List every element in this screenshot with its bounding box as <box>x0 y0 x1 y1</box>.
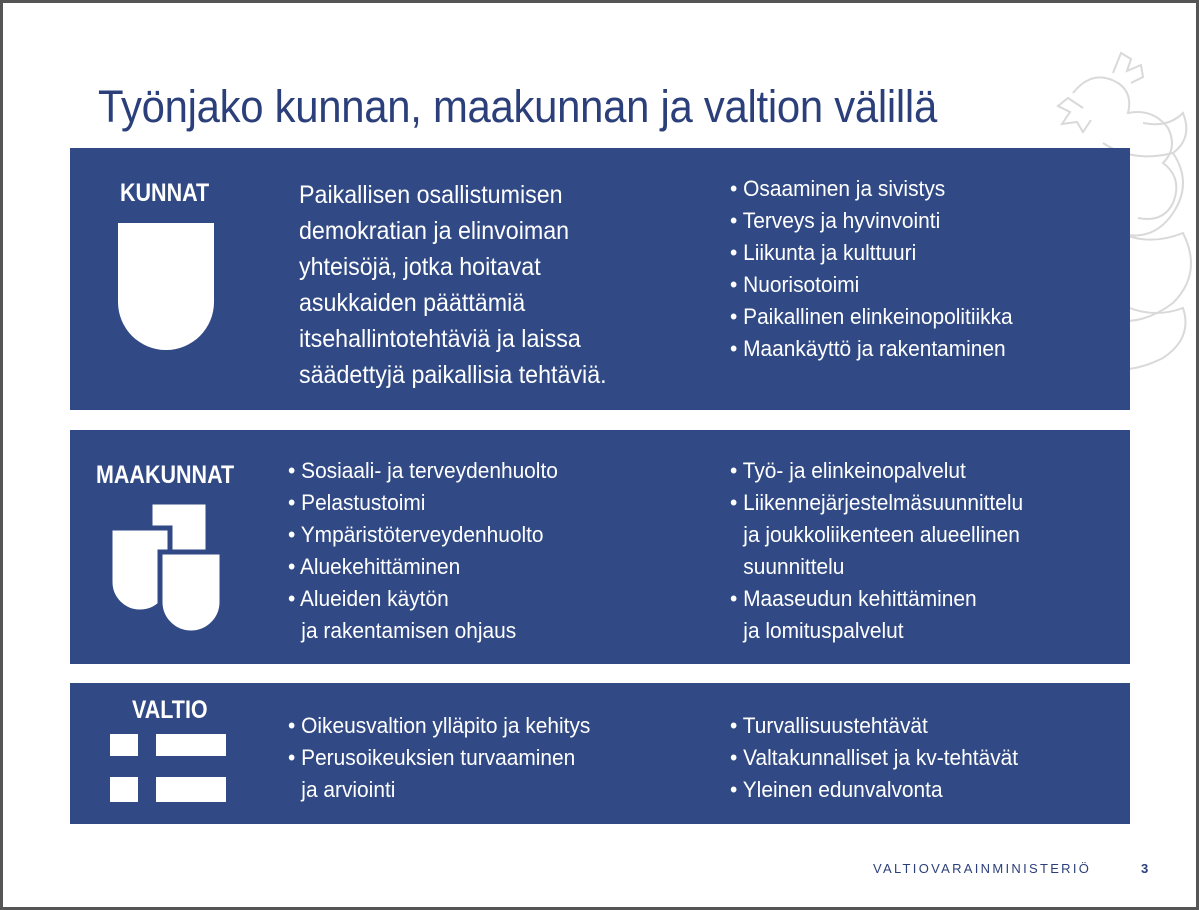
maakunnat-label: MAAKUNNAT <box>96 461 235 489</box>
description-line: demokratian ja elinvoiman <box>299 217 570 245</box>
list-item: • Yleinen edunvalvonta <box>730 777 943 802</box>
list-item: • Terveys ja hyvinvointi <box>730 208 941 233</box>
flag-cross-icon <box>110 734 226 804</box>
list-item: • Nuorisotoimi <box>730 272 860 297</box>
kunnat-label: KUNNAT <box>120 179 210 207</box>
slide-title: Työnjako kunnan, maakunnan ja valtion välillä <box>98 81 937 132</box>
list-item: ja lomituspalvelut <box>743 618 904 643</box>
maakunnat-task-list-right <box>730 455 1039 647</box>
list-item: • Valtakunnalliset ja kv-tehtävät <box>730 745 1019 770</box>
maakunnat-panel <box>70 430 1130 664</box>
kunnat-task-list <box>730 173 1028 365</box>
description-line: Paikallisen osallistumisen <box>299 181 563 209</box>
list-item: ja joukkoliikenteen alueellinen <box>743 522 1020 547</box>
list-item: • Liikunta ja kulttuuri <box>730 240 917 265</box>
description-line: säädettyjä paikallisia tehtäviä. <box>299 361 607 389</box>
shield-icon <box>118 223 214 350</box>
list-item: • Pelastustoimi <box>288 490 426 515</box>
list-item: • Alueiden käytön <box>288 586 449 611</box>
list-item: ja rakentamisen ohjaus <box>301 618 517 643</box>
list-item: suunnittelu <box>743 554 845 579</box>
list-item: • Turvallisuustehtävät <box>730 713 928 738</box>
list-item: • Sosiaali- ja terveydenhuolto <box>288 458 558 483</box>
list-item: • Ympäristöterveydenhuolto <box>288 522 544 547</box>
description-line: asukkaiden päättämiä <box>299 289 526 317</box>
valtio-label: VALTIO <box>132 696 208 724</box>
page-number: 3 <box>1141 861 1149 876</box>
valtio-task-list-left <box>288 710 606 806</box>
valtio-panel <box>70 683 1130 824</box>
list-item: • Perusoikeuksien turvaaminen <box>288 745 576 770</box>
list-item: • Paikallinen elinkeinopolitiikka <box>730 304 1013 329</box>
maakunnat-task-list-left <box>288 455 572 647</box>
multiple-shields-icon <box>110 502 222 634</box>
list-item: • Maaseudun kehittäminen <box>730 586 977 611</box>
list-item: • Liikennejärjestelmäsuunnittelu <box>730 490 1024 515</box>
ministry-footer: VALTIOVARAINMINISTERIÖ <box>873 861 1092 876</box>
description-line: itsehallintotehtäviä ja laissa <box>299 325 581 353</box>
list-item: • Aluekehittäminen <box>288 554 461 579</box>
list-item: • Osaaminen ja sivistys <box>730 176 946 201</box>
list-item: • Työ- ja elinkeinopalvelut <box>730 458 966 483</box>
kunnat-description <box>299 177 630 393</box>
list-item: • Oikeusvaltion ylläpito ja kehitys <box>288 713 591 738</box>
valtio-task-list-right <box>730 710 1033 806</box>
description-line: yhteisöjä, jotka hoitavat <box>299 253 541 281</box>
kunnat-panel <box>70 148 1130 410</box>
list-item: • Maankäyttö ja rakentaminen <box>730 336 1006 361</box>
list-item: ja arviointi <box>301 777 396 802</box>
